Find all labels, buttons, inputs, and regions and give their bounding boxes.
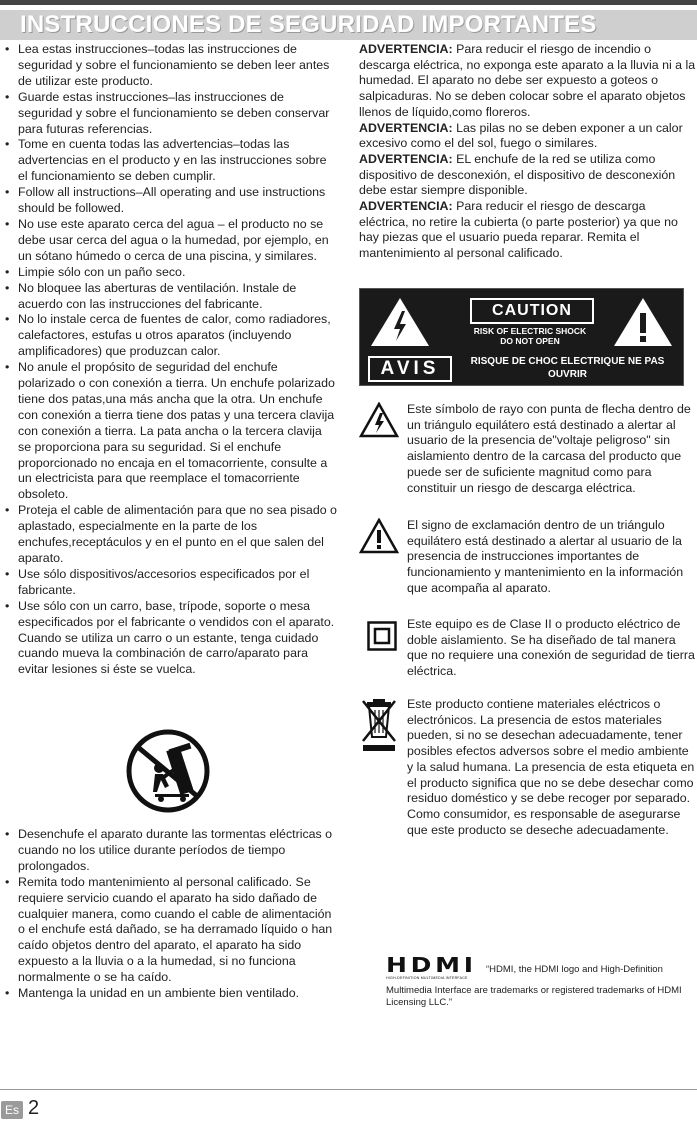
list-item: • No lo instale cerca de fuentes de calor, como radiadores, calefactores, estufas u otros aparatos (incluyendo amplificadores) que produzcan calor. — [0, 312, 338, 360]
warning-paragraph — [359, 121, 697, 152]
hdmi-notice-line2: Multimedia Interface are trademarks or registered trademarks of HDMI Licensing LLC.” — [386, 985, 682, 1008]
symbol-description: El signo de exclamación dentro de un triángulo equilátero está destinado a alertar al usuario de la presencia de instrucciones importantes de funcionamiento y mantenimiento en la información que acompaña al aparato. — [407, 518, 684, 595]
avis-risk-text: RISQUE DE CHOC ELECTRIQUE NE PAS OUVRIR — [470, 356, 665, 380]
warning-text: Para reducir el riesgo de descarga eléctrica, no retire la cubierta (o parte posterior) ya que no hay piezas que el usuario pueda reparar. Remita el mantenimiento al personal calificado. — [359, 199, 678, 261]
hdmi-logo-subtitle: HIGH-DEFINITION MULTIMEDIA INTERFACE — [386, 976, 468, 980]
symbol-description: Este producto contiene materiales eléctricos o electrónicos. La presencia de estos materiales pueden, si no se desechan adecuadamente, tener posibles efectos adversos sobre el medio ambiente y la salud humana. La presencia de esta etiqueta en el producto significa que no se debe desechar como residuo doméstico y se debe recoger por separado. Como consumidor, es responsable de asegurarse que este producto se deseche adecuadamente. — [407, 697, 695, 837]
caution-text: CAUTION — [470, 298, 594, 324]
cart-tipover-warning-icon — [125, 728, 211, 814]
warning-paragraph — [359, 152, 697, 199]
warning-label: ADVERTENCIA: — [359, 120, 453, 135]
warning-label: ADVERTENCIA: — [359, 42, 453, 56]
warning-text: Para reducir el riesgo de incendio o descarga eléctrica, no exponga este aparato a la lluvia ni a la humedad. El aparato no debe ser expuesto a goteos o salpicaduras. No se deben colocar sobre el aparato objetos llenos de líquido,como floreros. — [359, 42, 696, 119]
list-item: • No bloquee las aberturas de ventilación. Instale de acuerdo con las instrucciones del fabricante. — [0, 281, 338, 313]
list-item: • Lea estas instrucciones–todas las instrucciones de seguridad y sobre el funcionamiento se deben leer antes de utilizar este producto. — [0, 42, 338, 90]
right-column — [359, 42, 697, 837]
page-title: INSTRUCCIONES DE SEGURIDAD IMPORTANTES — [20, 11, 597, 38]
warning-label: ADVERTENCIA: — [359, 151, 453, 166]
top-rule — [0, 0, 697, 5]
language-badge: Es — [1, 1101, 23, 1119]
hdmi-logo-text: HDMI — [386, 953, 477, 977]
exclamation-triangle-icon — [359, 518, 399, 554]
lightning-triangle-icon — [368, 295, 432, 349]
symbol-description: Este equipo es de Clase II o producto eléctrico de doble aislamiento. Se ha diseñado de tal manera que no requiere una conexión de seguridad de tierra eléctrica. — [407, 617, 695, 679]
instruction-list-bottom — [0, 827, 340, 1002]
weee-bin-icon — [359, 697, 399, 753]
warning-paragraph — [359, 42, 697, 121]
list-item: • Use sólo dispositivos/accesorios especificados por el fabricante. — [0, 567, 338, 599]
lightning-triangle-icon — [359, 402, 399, 438]
class-ii-icon — [367, 621, 397, 651]
list-item: • Guarde estas instrucciones–las instrucciones de seguridad y sobre el funcionamiento se deben conservar para futuras referencias. — [0, 90, 338, 138]
list-item: • Desenchufe el aparato durante las tormentas eléctricas o cuando no los utilice durante períodos de tiempo prolongados. — [0, 827, 338, 875]
page-header — [0, 10, 697, 40]
list-item: • No anule el propósito de seguridad del enchufe polarizado o con conexión a tierra. Un enchufe polarizado tiene dos patas,una más ancha que la otra. Un enchufe con conexión a tierra tiene dos patas y una tercera clavija con conexión a tierra. La pata ancha o la tercera clavija se proporciona para su seguridad. Si el enchufe proporcionado no encaja en el tomacorriente, consulte a un electricista para que reemplace el tomacorriente obsoleto. — [0, 360, 338, 503]
warning-paragraph — [359, 199, 697, 262]
list-item: • Mantenga la unidad en un ambiente bien ventilado. — [0, 986, 338, 1002]
page-number: 2 — [28, 1097, 40, 1119]
list-item: • Proteja el cable de alimentación para que no sea pisado o aplastado, especialmente en la parte de los enchufes,receptáculos y en el punto en el que salen del aparato. — [0, 503, 338, 567]
footer-divider — [0, 1089, 697, 1090]
list-item: • Tome en cuenta todas las advertencias–todas las advertencias en el producto y en las instrucciones sobre el funcionamiento se deben cumplir. — [0, 137, 338, 185]
warning-text: EL enchufe de la red se utiliza como dispositivo de desconexión, el dispositivo de desconexión debe estar siempre disponible. — [359, 151, 676, 198]
list-item: • Use sólo con un carro, base, trípode, soporte o mesa especificados por el fabricante o vendidos con el aparato. Cuando se utiliza un carro o un estante, tenga cuidado cuando mueva la combinación de carro/aparato para evitar lesiones si éste se vuelca. — [0, 599, 338, 679]
warning-text: Las pilas no se deben exponer a un calor excesivo como el del sol, fuego o similares. — [359, 120, 683, 151]
risk-text-line1: RISK OF ELECTRIC SHOCK — [473, 326, 587, 336]
exclamation-triangle-icon — [611, 295, 675, 349]
warning-label: ADVERTENCIA: — [359, 199, 453, 214]
list-item: • Follow all instructions–All operating and use instructions should be followed. — [0, 185, 338, 217]
avis-text: AVIS — [368, 356, 452, 382]
list-item: • No use este aparato cerca del agua – el producto no se debe usar cerca del agua o la humedad, por ejemplo, en un sótano húmedo o cerca de una piscina, y similares. — [0, 217, 338, 265]
hdmi-notice-line1: “HDMI, the HDMI logo and High-Definition — [486, 964, 663, 975]
caution-label-panel — [359, 288, 684, 386]
symbol-description: Este símbolo de rayo con punta de flecha dentro de un triángulo equilátero está destinado a alertar al usuario de la presencia de"voltaje peligroso" sin aislamiento dentro de la carcasa del producto que puede ser de suficiente magnitud como para constituir un riesgo de descarga eléctrica. — [407, 402, 691, 495]
hdmi-logo — [386, 953, 477, 980]
list-item: • Limpie sólo con un paño seco. — [0, 265, 338, 281]
instruction-list-top — [0, 42, 340, 678]
risk-text-line2: DO NOT OPEN — [500, 336, 560, 346]
list-item: • Remita todo mantenimiento al personal calificado. Se requiere servicio cuando el aparato ha sido dañado de cualquier manera, como cuando el cable de alimentación o el enchufe está dañado, se ha derramado líquido o han caído objetos dentro del aparato, el aparato ha sido expuesto a la lluvia o a la humedad, si no funciona normalmente o se ha caído. — [0, 875, 338, 986]
